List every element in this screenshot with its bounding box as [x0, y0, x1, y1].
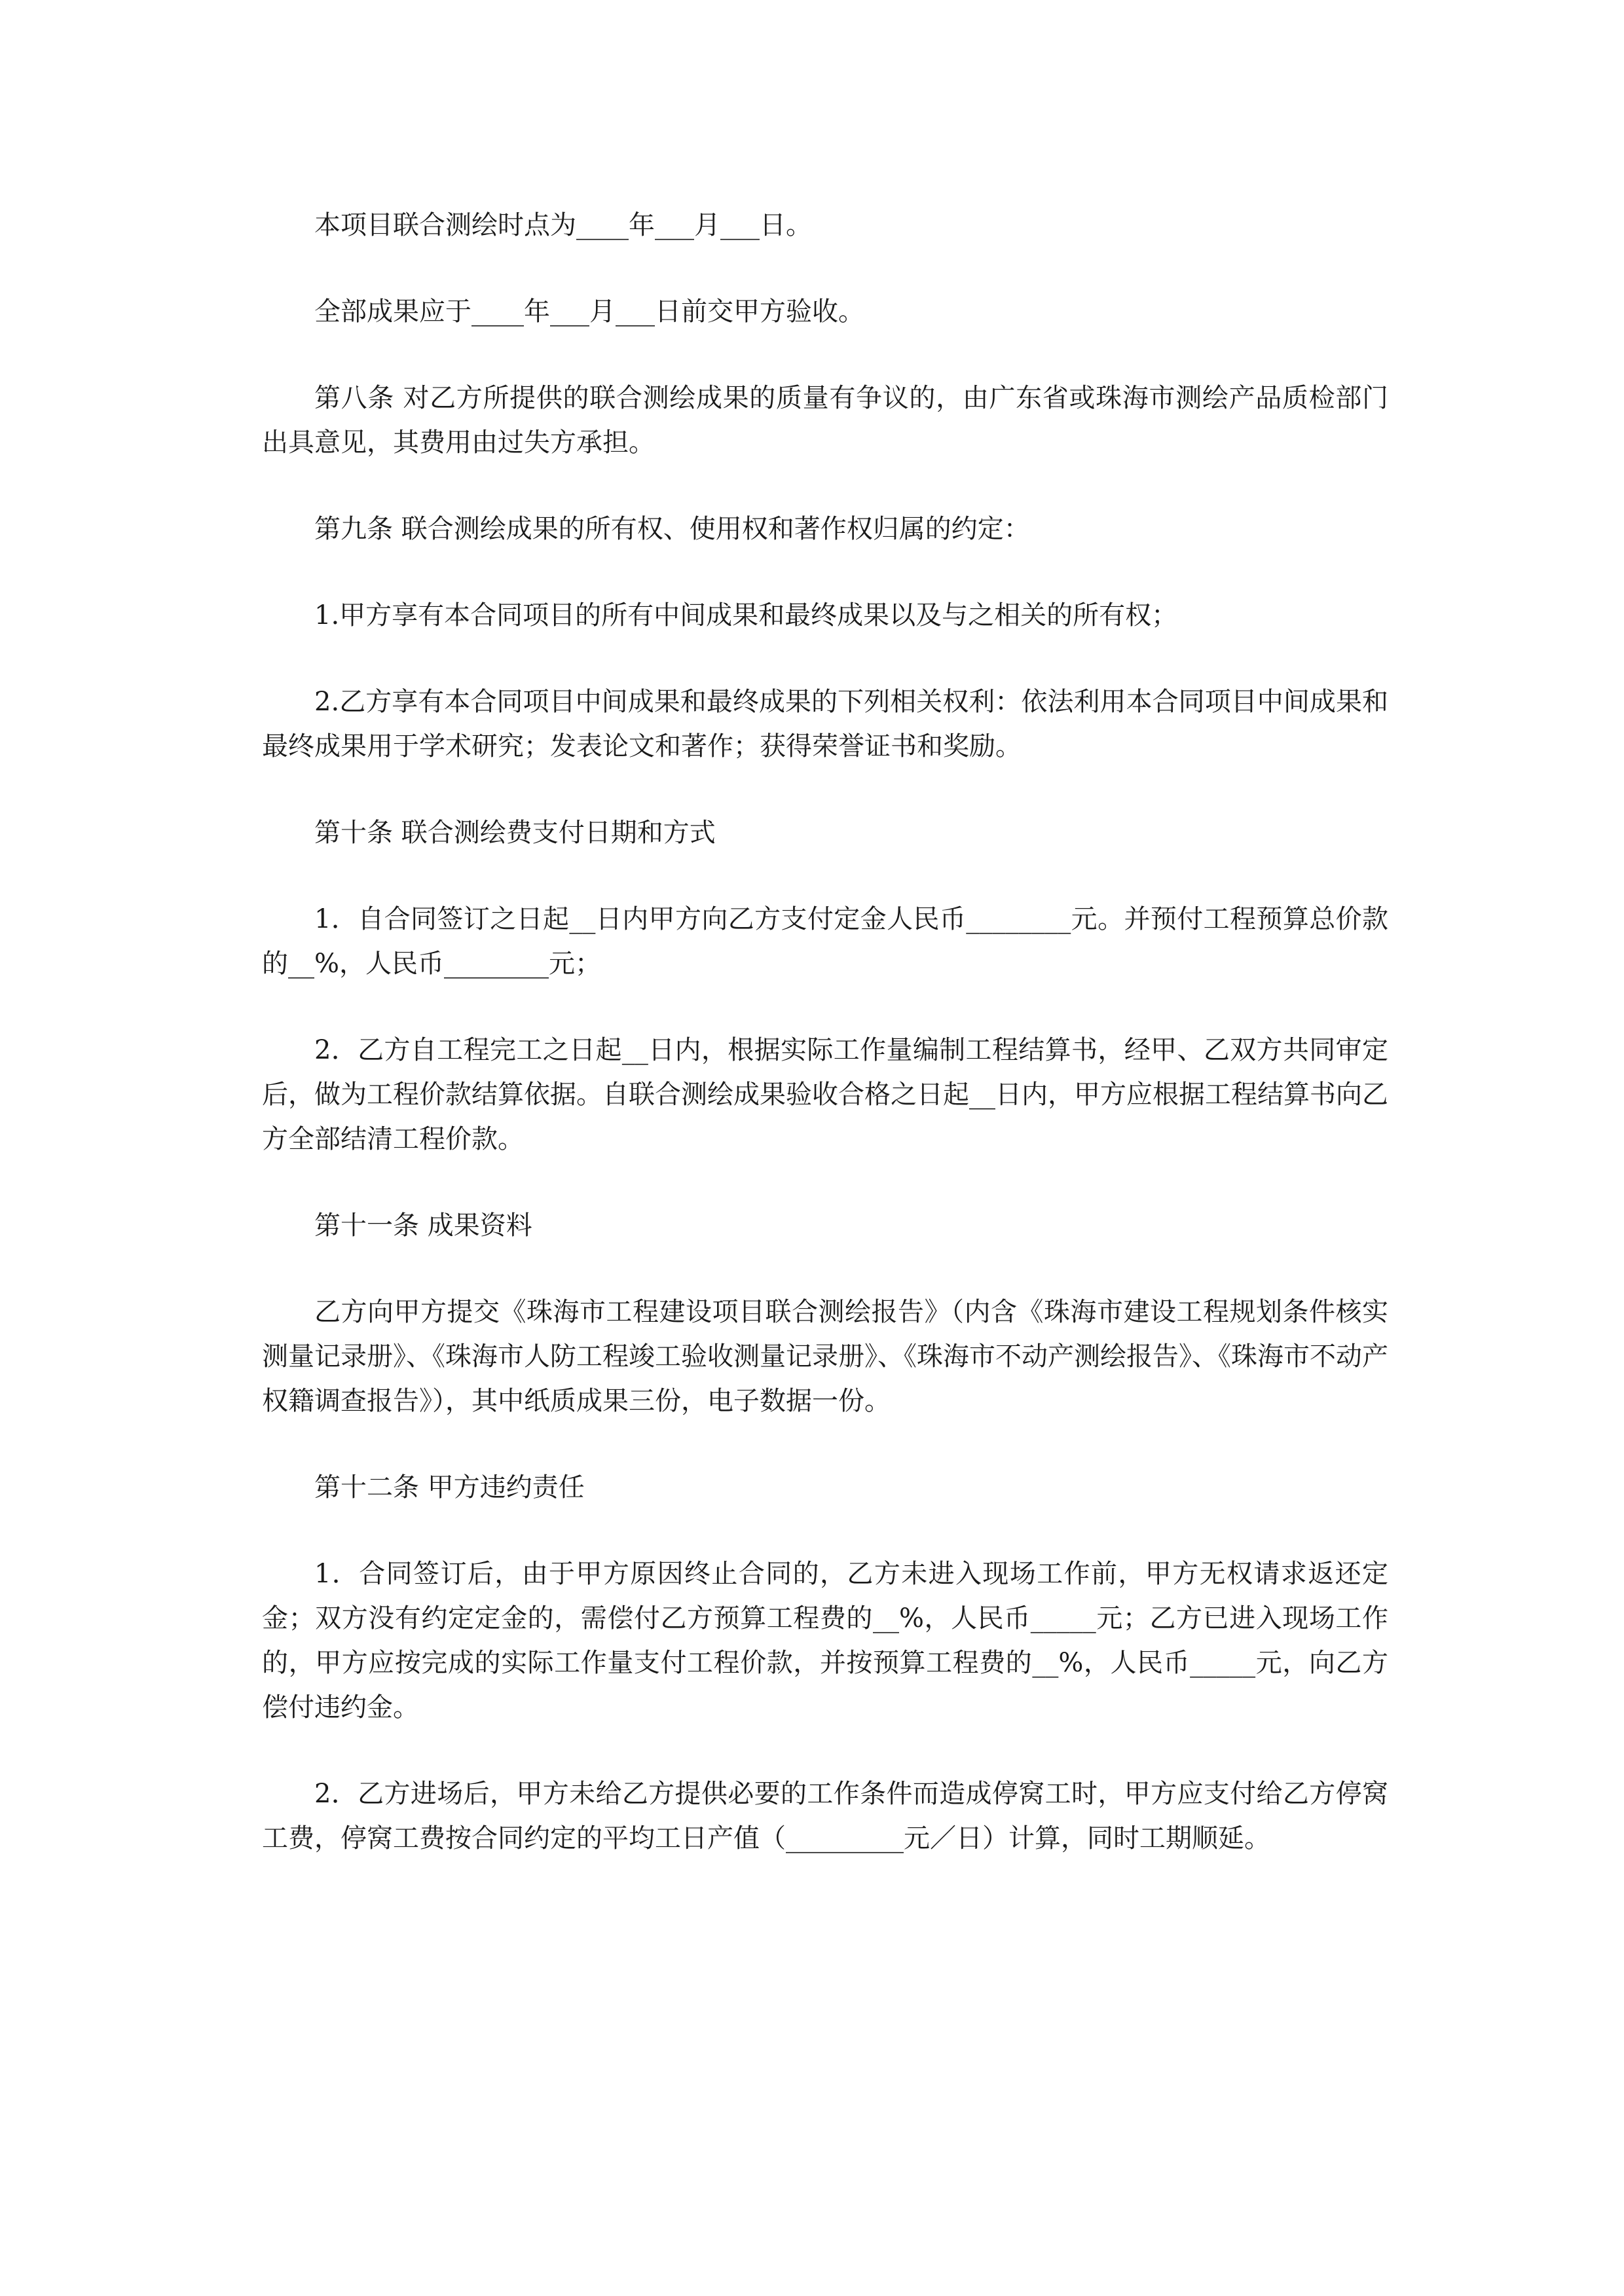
paragraph-article-11: 第十一条 成果资料: [314, 1211, 532, 1241]
paragraph-article-12-item-1: 1．合同签订后，由于甲方原因终止合同的，乙方未进入现场工作前，甲方无权请求返还定金；双方没有约定定金的，需偿付乙方预算工程费的__%，人民币_____元；乙方已进入现场工作的，甲方应按完成的实际工作量支付工程价款，并按预算工程费的__%，人民币_____元，向乙方偿付违约金。: [262, 1559, 1388, 1722]
paragraph-article-9-item-1: 1.甲方享有本合同项目的所有中间成果和最终成果以及与之相关的所有权；: [314, 600, 1178, 630]
paragraph-article-12: 第十二条 甲方违约责任: [314, 1472, 585, 1503]
paragraph-article-9: 第九条 联合测绘成果的所有权、使用权和著作权归属的约定：: [314, 514, 1030, 544]
paragraph-article-10-item-1: 1．自合同签订之日起__日内甲方向乙方支付定金人民币________元。并预付工程预算总价款的__%，人民币________元；: [262, 904, 1388, 979]
paragraph-article-9-item-2: 2.乙方享有本合同项目中间成果和最终成果的下列相关权利：依法利用本合同项目中间成果和最终成果用于学术研究；发表论文和著作；获得荣誉证书和奖励。: [262, 687, 1388, 761]
paragraph-article-11-body: 乙方向甲方提交《珠海市工程建设项目联合测绘报告》（内含《珠海市建设工程规划条件核实测量记录册》、《珠海市人防工程竣工验收测量记录册》、《珠海市不动产测绘报告》、《珠海市不动产权籍调查报告》），其中纸质成果三份，电子数据一份。: [262, 1297, 1388, 1416]
paragraph-article-10: 第十条 联合测绘费支付日期和方式: [314, 818, 716, 848]
paragraph-article-12-item-2: 2．乙方进场后，甲方未给乙方提供必要的工作条件而造成停窝工时，甲方应支付给乙方停窝工费，停窝工费按合同约定的平均工日产值（_________元／日）计算，同时工期顺延。: [262, 1779, 1388, 1853]
paragraph-article-10-item-2: 2．乙方自工程完工之日起__日内，根据实际工作量编制工程结算书，经甲、乙双方共同审定后，做为工程价款结算依据。自联合测绘成果验收合格之日起__日内，甲方应根据工程结算书向乙方全部结清工程价款。: [262, 1035, 1388, 1154]
paragraph-survey-date: 本项目联合测绘时点为____年___月___日。: [314, 210, 812, 240]
document-body: [262, 203, 1388, 1861]
paragraph-article-8: 第八条 对乙方所提供的联合测绘成果的质量有争议的，由广东省或珠海市测绘产品质检部门出具意见，其费用由过失方承担。: [262, 383, 1388, 458]
paragraph-delivery-date: 全部成果应于____年___月___日前交甲方验收。: [314, 297, 864, 327]
